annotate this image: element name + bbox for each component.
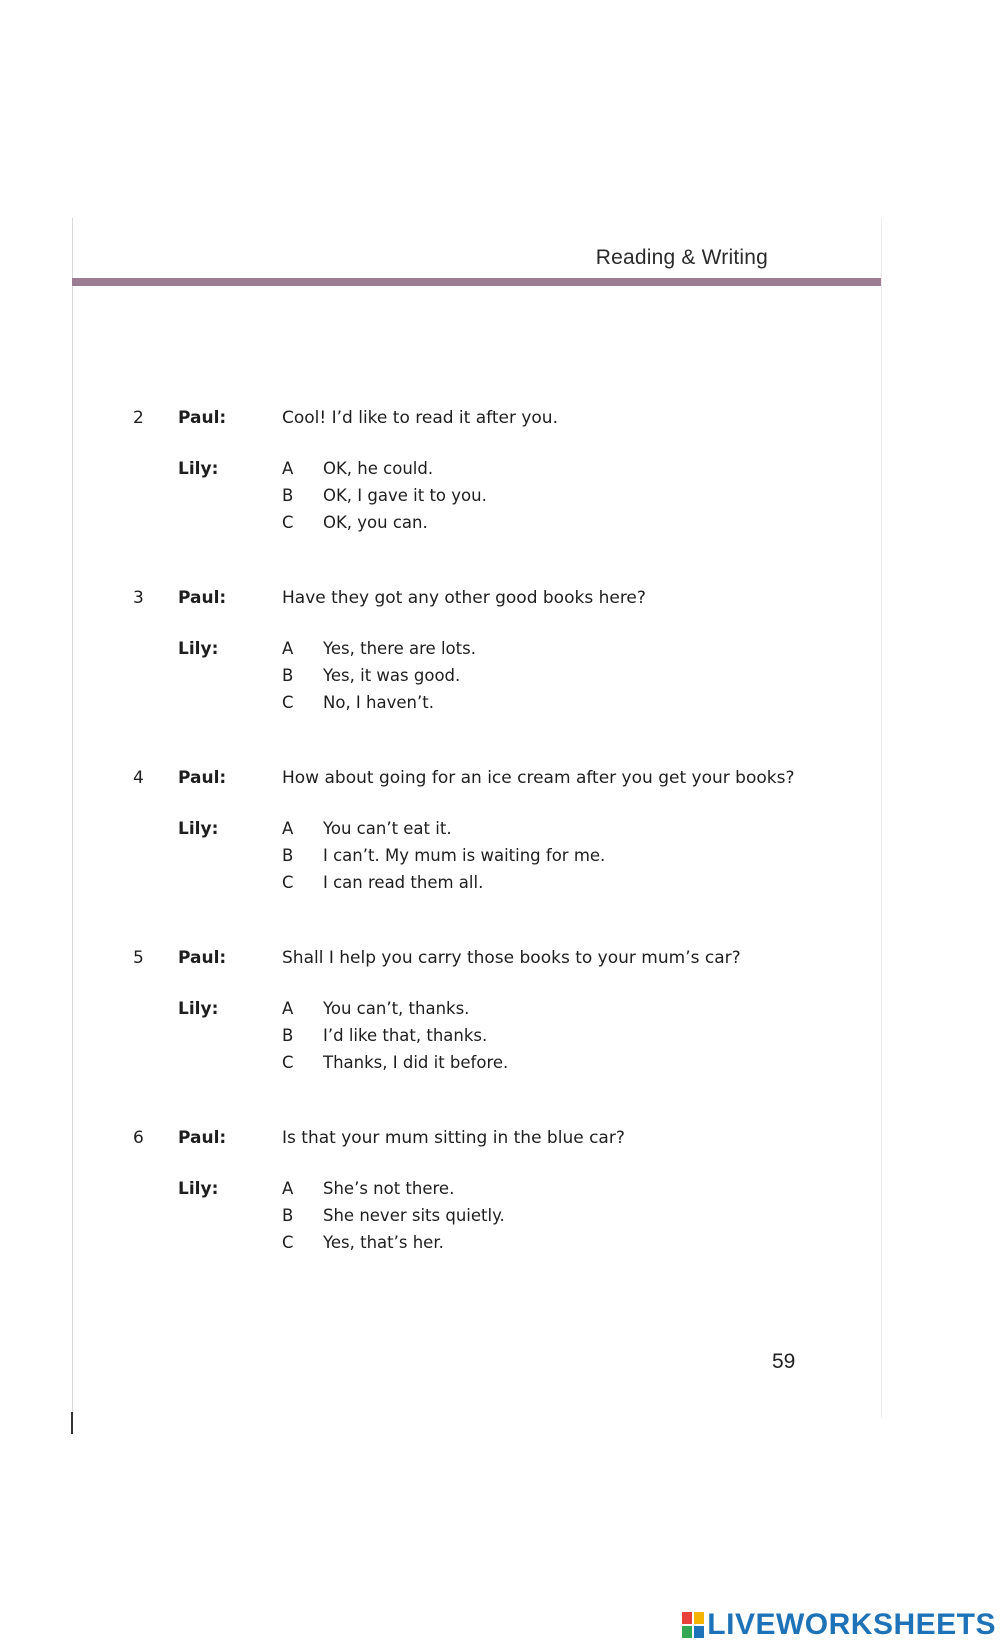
option-text: She’s not there. <box>323 1179 455 1198</box>
option-letter: B <box>282 666 294 685</box>
option-text: OK, you can. <box>323 513 428 532</box>
option-a[interactable] <box>0 819 1000 841</box>
responder-name: Lily: <box>178 639 219 659</box>
option-text: Yes, it was good. <box>323 666 461 685</box>
question-number: 4 <box>133 768 144 788</box>
option-letter: C <box>282 513 294 532</box>
option-letter: A <box>282 639 294 658</box>
option-letter: B <box>282 1206 294 1225</box>
option-letter: A <box>282 459 294 478</box>
option-letter: A <box>282 1179 294 1198</box>
asker-name: Paul: <box>178 408 227 428</box>
option-c[interactable] <box>0 693 1000 715</box>
option-text: You can’t eat it. <box>323 819 452 838</box>
option-text: I can read them all. <box>323 873 484 892</box>
question-number: 5 <box>133 948 144 968</box>
asker-name: Paul: <box>178 768 227 788</box>
option-b[interactable] <box>0 1026 1000 1048</box>
question-number: 2 <box>133 408 144 428</box>
option-text: Yes, that’s her. <box>323 1233 444 1252</box>
option-a[interactable] <box>0 639 1000 661</box>
option-a[interactable] <box>0 999 1000 1021</box>
responder-name: Lily: <box>178 1179 219 1199</box>
option-text: No, I haven’t. <box>323 693 434 712</box>
option-c[interactable] <box>0 1233 1000 1255</box>
responder-name: Lily: <box>178 459 219 479</box>
asker-name: Paul: <box>178 948 227 968</box>
option-letter: C <box>282 1233 294 1252</box>
question-text: Shall I help you carry those books to your mum’s car? <box>282 948 741 968</box>
option-text: OK, I gave it to you. <box>323 486 487 505</box>
option-a[interactable] <box>0 459 1000 481</box>
option-text: You can’t, thanks. <box>323 999 470 1018</box>
question-text: Have they got any other good books here? <box>282 588 646 608</box>
option-text: OK, he could. <box>323 459 434 478</box>
option-c[interactable] <box>0 873 1000 895</box>
question-text: Cool! I’d like to read it after you. <box>282 408 558 428</box>
liveworksheets-logo-icon <box>682 1612 704 1638</box>
section-title: Reading & Writing <box>595 246 768 269</box>
page-number: 59 <box>772 1350 796 1373</box>
asker-name: Paul: <box>178 1128 227 1148</box>
option-letter: B <box>282 1026 294 1045</box>
header-bar <box>72 278 881 286</box>
question-5 <box>0 948 1000 968</box>
option-text: Thanks, I did it before. <box>323 1053 509 1072</box>
option-letter: C <box>282 693 294 712</box>
option-text: Yes, there are lots. <box>323 639 476 658</box>
option-text: I’d like that, thanks. <box>323 1026 488 1045</box>
question-4 <box>0 768 1000 788</box>
question-6 <box>0 1128 1000 1148</box>
option-b[interactable] <box>0 846 1000 868</box>
option-c[interactable] <box>0 513 1000 535</box>
option-letter: C <box>282 1053 294 1072</box>
option-text: I can’t. My mum is waiting for me. <box>323 846 606 865</box>
option-letter: A <box>282 999 294 1018</box>
question-2 <box>0 408 1000 428</box>
watermark-text: LIVEWORKSHEETS <box>707 1608 996 1641</box>
responder-name: Lily: <box>178 819 219 839</box>
question-text: How about going for an ice cream after you get your books? <box>282 768 795 788</box>
option-letter: A <box>282 819 294 838</box>
option-c[interactable] <box>0 1053 1000 1075</box>
option-text: She never sits quietly. <box>323 1206 505 1225</box>
asker-name: Paul: <box>178 588 227 608</box>
question-3 <box>0 588 1000 608</box>
question-number: 3 <box>133 588 144 608</box>
responder-name: Lily: <box>178 999 219 1019</box>
liveworksheets-watermark <box>682 1608 996 1642</box>
option-a[interactable] <box>0 1179 1000 1201</box>
question-text: Is that your mum sitting in the blue car? <box>282 1128 625 1148</box>
option-letter: B <box>282 846 294 865</box>
option-letter: B <box>282 486 294 505</box>
margin-mark <box>71 1412 73 1434</box>
option-letter: C <box>282 873 294 892</box>
option-b[interactable] <box>0 1206 1000 1228</box>
question-number: 6 <box>133 1128 144 1148</box>
option-b[interactable] <box>0 486 1000 508</box>
option-b[interactable] <box>0 666 1000 688</box>
